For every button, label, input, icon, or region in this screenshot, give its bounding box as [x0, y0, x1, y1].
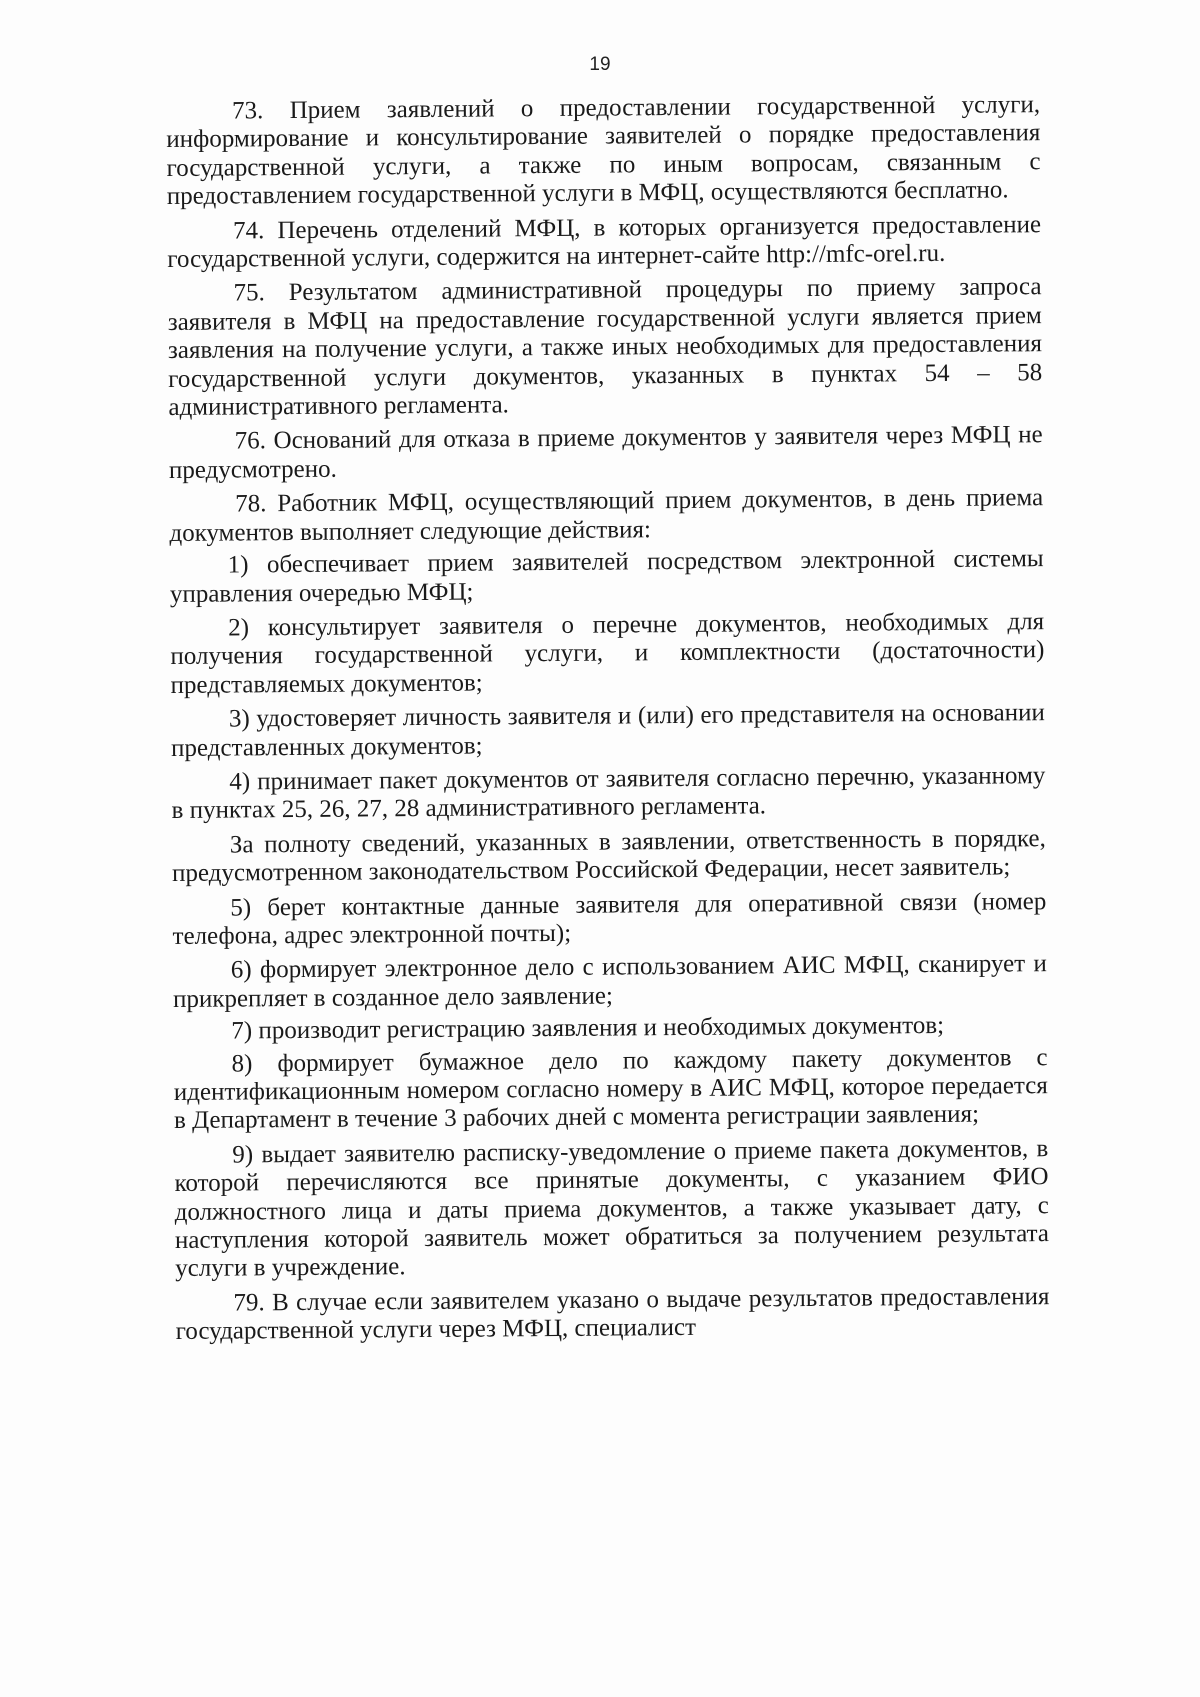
list-item-4: 4) принимает пакет документов от заявителя согласно перечню, указанному в пунктах 25, 26, 27, 28 административного регламента.	[171, 762, 1046, 825]
list-item-8: 8) формирует бумажное дело по каждому пакету документов с идентификационным номером согласно номеру в АИС МФЦ, которое передается в Департамент в течение 3 рабочих дней с момента регистрации заявления;	[173, 1043, 1048, 1135]
list-item-5: 5) берет контактные данные заявителя для оперативной связи (номер телефона, адрес электронной почты);	[172, 887, 1047, 950]
list-item-1: 1) обеспечивает прием заявителей посредством электронной системы управления очередью МФЦ;	[169, 545, 1044, 608]
paragraph-79: 79. В случае если заявителем указано о выдаче результатов предоставления государственной услуги через МФЦ, специалист	[175, 1282, 1050, 1346]
responsibility-paragraph: За полноту сведений, указанных в заявлении, ответственность в порядке, предусмотренном законодательством Российской Федерации, несет заявитель;	[171, 824, 1046, 888]
list-item-9: 9) выдает заявителю расписку-уведомление о приеме пакета документов, в которой перечисляются все принятые документы, с указанием ФИО должностного лица и даты приема документов, а также указывает дату, с наступления которой заявитель может обратиться за получением результата услуги в учреждение.	[174, 1134, 1050, 1283]
list-item-2: 2) консультирует заявителя о перечне документов, необходимых для получения государственной услуги, и комплектности (достаточности) представляемых документов;	[170, 608, 1045, 699]
paragraph-75: 75. Результатом административной процедуры по приему запроса заявителя в МФЦ на предоставление государственной услуги является прием заявления на получение услуги, а также иных необходимых для предоставления государственной услуги документов, указанных в пунктах 54 – 58 административного регламента.	[167, 273, 1043, 422]
list-item-7: 7) производит регистрацию заявления и необходимых документов;	[231, 1012, 945, 1045]
list-item-6: 6) формирует электронное дело с использованием АИС МФЦ, сканирует и прикрепляет в созданное дело заявление;	[172, 950, 1047, 1013]
paragraph-74: 74. Перечень отделений МФЦ, в которых организуется предоставление государственной услуги, содержится на интернет-сайте http://mfc-orel.ru.	[167, 210, 1042, 274]
paragraph-73: 73. Прием заявлений о предоставлении государственной услуги, информирование и консультирование заявителей о порядке предоставления государственной услуги, а также по иным вопросам, связанным с предоставлением государственной услуги в МФЦ, осуществляются бесплатно.	[166, 91, 1041, 211]
list-item-3: 3) удостоверяет личность заявителя и (или) его представителя на основании представленных документов;	[170, 699, 1045, 762]
document-body	[166, 91, 1050, 1352]
paragraph-76: 76. Оснований для отказа в приеме документов у заявителя через МФЦ не предусмотрено.	[168, 421, 1043, 484]
paragraph-78: 78. Работник МФЦ, осуществляющий прием документов, в день приема документов выполняет следующие действия:	[169, 484, 1044, 547]
page-number: 19	[589, 54, 611, 75]
